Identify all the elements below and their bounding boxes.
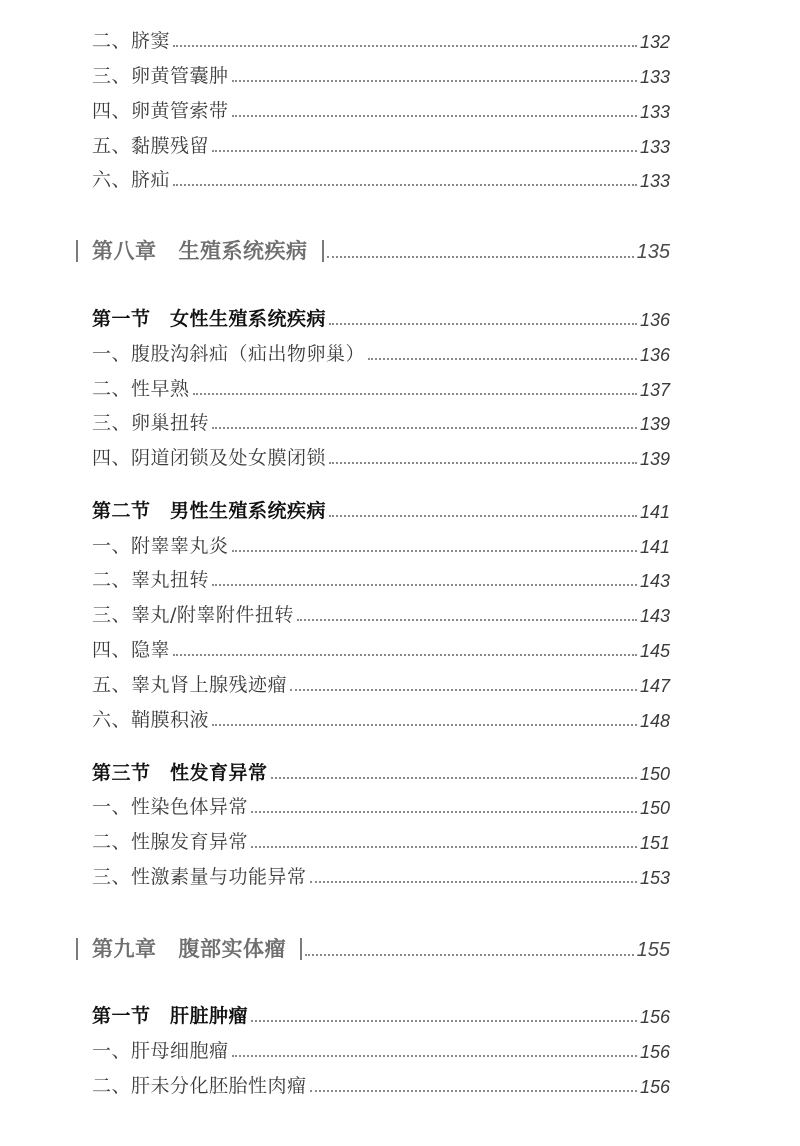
chapter-name: 生殖系统疾病 <box>178 238 308 263</box>
entry-title: 三、卵巢扭转 <box>92 412 210 434</box>
page-number: 136 <box>639 310 670 330</box>
entry-title: 二、性早熟 <box>92 378 190 400</box>
page-number: 147 <box>639 676 670 696</box>
dot-leader <box>368 358 637 360</box>
entry-title: 二、脐窦 <box>92 30 171 52</box>
entry-title: 一、腹股沟斜疝（疝出物卵巢） <box>92 343 366 365</box>
section-name: 男性生殖系统疾病 <box>170 500 327 522</box>
chapter-bar-right <box>322 240 324 262</box>
entry-title: 一、性染色体异常 <box>92 796 249 818</box>
section-heading[interactable] <box>92 299 670 329</box>
section-heading[interactable] <box>92 491 670 521</box>
entry-title: 三、性激素量与功能异常 <box>92 866 307 888</box>
page-number: 156 <box>639 1042 670 1062</box>
toc-entry[interactable] <box>92 403 670 433</box>
dot-leader <box>232 1055 637 1057</box>
toc-entry[interactable] <box>92 630 670 660</box>
dot-leader <box>290 689 637 691</box>
chapter-bar-right <box>300 938 302 960</box>
page-number: 139 <box>639 414 670 434</box>
page-number: 156 <box>639 1077 670 1097</box>
entry-title: 三、睾丸/附睾附件扭转 <box>92 604 294 626</box>
section-label: 第一节 <box>92 1005 151 1027</box>
page-number: 136 <box>639 345 670 365</box>
entry-title: 五、睾丸肾上腺残迹瘤 <box>92 674 288 696</box>
section-title <box>92 764 268 783</box>
entry-title: 二、性腺发育异常 <box>92 831 249 853</box>
toc-entry[interactable] <box>92 595 670 625</box>
section-label: 第二节 <box>92 500 151 522</box>
entry-title: 五、黏膜残留 <box>92 135 210 157</box>
dot-leader <box>327 256 634 258</box>
dot-leader <box>329 323 637 325</box>
page-number: 133 <box>639 171 670 191</box>
chapter-bar-left <box>76 938 78 960</box>
dot-leader <box>251 811 637 813</box>
dot-leader <box>193 393 637 395</box>
section-heading[interactable] <box>92 753 670 783</box>
entry-title: 六、脐疝 <box>92 169 171 191</box>
toc-entry[interactable] <box>92 526 670 556</box>
toc-entry[interactable] <box>92 438 670 468</box>
section-title <box>92 310 326 329</box>
page-number: 133 <box>639 137 670 157</box>
entry-title: 三、卵黄管囊肿 <box>92 65 229 87</box>
entry-title: 六、鞘膜积液 <box>92 709 210 731</box>
toc-entry[interactable] <box>92 56 670 86</box>
chapter-name: 腹部实体瘤 <box>178 936 286 961</box>
section-label: 第一节 <box>92 308 151 330</box>
entry-title: 四、阴道闭锁及处女膜闭锁 <box>92 447 327 469</box>
page-number: 133 <box>639 102 670 122</box>
toc-entry[interactable] <box>92 665 670 695</box>
toc-entry[interactable] <box>92 126 670 156</box>
page-number: 141 <box>639 537 670 557</box>
page-number: 143 <box>639 571 670 591</box>
toc-entry[interactable] <box>92 787 670 817</box>
toc-entry[interactable] <box>92 560 670 590</box>
dot-leader <box>305 954 634 956</box>
toc-entry[interactable] <box>92 91 670 121</box>
toc-entry[interactable] <box>92 700 670 730</box>
page-number: 135 <box>636 241 670 263</box>
dot-leader <box>232 80 637 82</box>
dot-leader <box>212 724 637 726</box>
dot-leader <box>271 777 637 779</box>
chapter-label: 第八章 <box>92 238 157 263</box>
entry-title: 一、肝母细胞瘤 <box>92 1040 229 1062</box>
page-number: 141 <box>639 502 670 522</box>
entry-title: 二、睾丸扭转 <box>92 569 210 591</box>
dot-leader <box>310 881 637 883</box>
toc-entry[interactable] <box>92 369 670 399</box>
dot-leader <box>173 654 637 656</box>
page-number: 133 <box>639 67 670 87</box>
page-number: 145 <box>639 641 670 661</box>
page-number: 156 <box>639 1007 670 1027</box>
toc-entry[interactable] <box>92 1066 670 1096</box>
page-number: 150 <box>639 764 670 784</box>
toc-entry[interactable] <box>92 334 670 364</box>
page-number: 143 <box>639 606 670 626</box>
entry-title: 一、附睾睾丸炎 <box>92 535 229 557</box>
page-number: 150 <box>639 798 670 818</box>
page-number: 132 <box>639 32 670 52</box>
chapter-title <box>76 240 324 262</box>
chapter-title <box>76 938 302 960</box>
section-label: 第三节 <box>92 762 151 784</box>
dot-leader <box>173 45 637 47</box>
chapter-heading[interactable] <box>76 926 670 960</box>
dot-leader <box>297 619 637 621</box>
dot-leader <box>251 846 637 848</box>
toc-entry[interactable] <box>92 822 670 852</box>
entry-title: 四、隐睾 <box>92 639 171 661</box>
dot-leader <box>232 115 637 117</box>
page-number: 148 <box>639 711 670 731</box>
dot-leader <box>232 550 637 552</box>
entry-title: 四、卵黄管索带 <box>92 100 229 122</box>
page-number: 155 <box>636 939 670 961</box>
dot-leader <box>212 584 637 586</box>
chapter-bar-left <box>76 240 78 262</box>
toc-entry[interactable] <box>92 21 670 51</box>
page-number: 151 <box>639 833 670 853</box>
page-number: 153 <box>639 868 670 888</box>
section-title <box>92 1007 248 1026</box>
toc-entry[interactable] <box>92 160 670 190</box>
dot-leader <box>310 1090 637 1092</box>
page-number: 139 <box>639 449 670 469</box>
section-name: 肝脏肿瘤 <box>170 1005 249 1027</box>
dot-leader <box>212 427 637 429</box>
section-name: 女性生殖系统疾病 <box>170 308 327 330</box>
dot-leader <box>173 184 637 186</box>
page-number: 137 <box>639 380 670 400</box>
dot-leader <box>329 515 637 517</box>
dot-leader <box>329 462 637 464</box>
section-name: 性发育异常 <box>170 762 268 784</box>
toc-entry[interactable] <box>92 1031 670 1061</box>
dot-leader <box>251 1020 637 1022</box>
section-heading[interactable] <box>92 996 670 1026</box>
entry-title: 二、肝未分化胚胎性肉瘤 <box>92 1075 307 1097</box>
section-title <box>92 502 326 521</box>
toc-entry[interactable] <box>92 857 670 887</box>
chapter-heading[interactable] <box>76 228 670 262</box>
chapter-label: 第九章 <box>92 936 157 961</box>
dot-leader <box>212 150 637 152</box>
